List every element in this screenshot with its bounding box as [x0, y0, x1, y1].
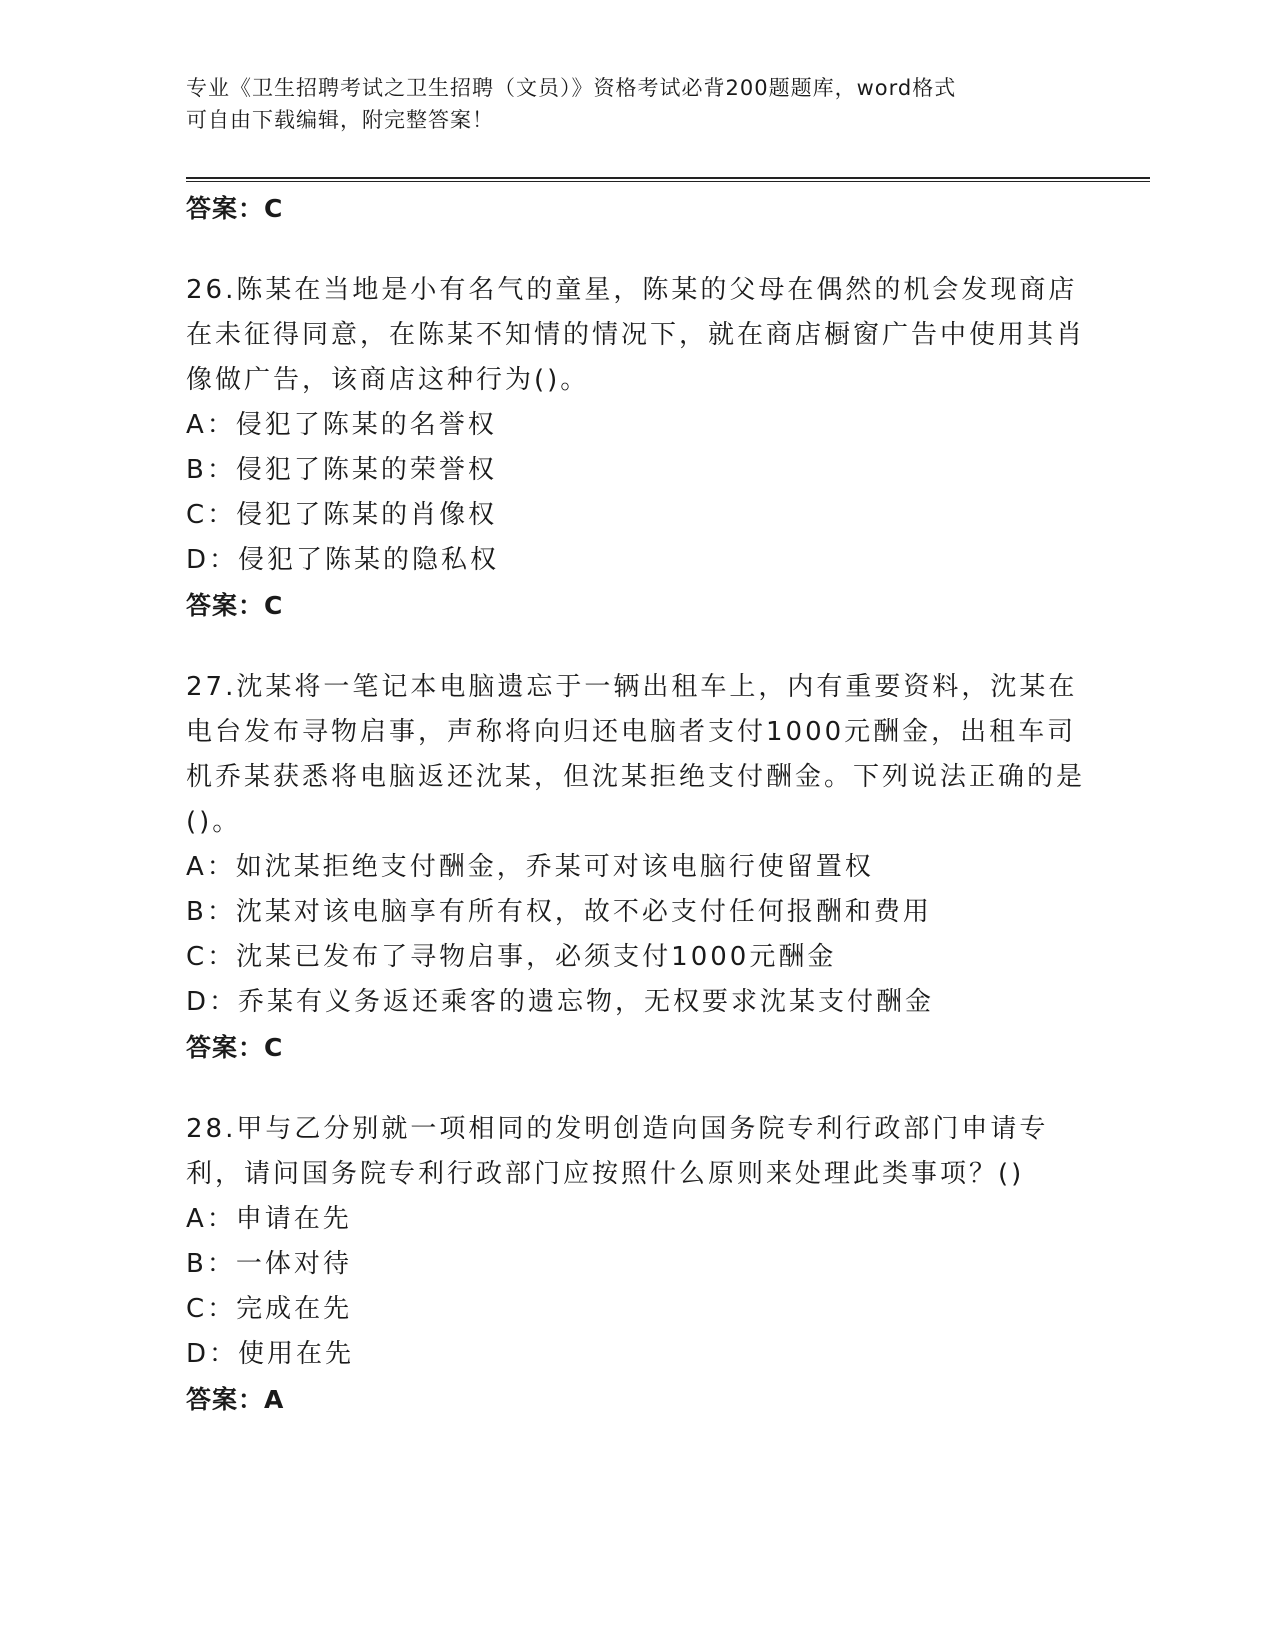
option-c: C：侵犯了陈某的肖像权	[186, 500, 498, 530]
option-d: D：使用在先	[186, 1339, 355, 1369]
option-d: D：乔某有义务返还乘客的遗忘物，无权要求沈某支付酬金	[186, 987, 935, 1017]
page-header	[186, 72, 1066, 136]
option-b: B：侵犯了陈某的荣誉权	[186, 455, 497, 485]
document-body	[186, 186, 1086, 1423]
header-divider	[186, 177, 1150, 182]
option-a: A：申请在先	[186, 1204, 352, 1234]
question-28	[186, 1107, 1086, 1423]
answer: 答案：A	[186, 1385, 285, 1414]
question-stem: 27.沈某将一笔记本电脑遗忘于一辆出租车上，内有重要资料，沈某在电台发布寻物启事，声称将向归还电脑者支付1000元酬金，出租车司机乔某获悉将电脑返还沈某，但沈某拒绝支付酬金。下列说法正确的是()。	[186, 672, 1086, 837]
question-stem: 28.甲与乙分别就一项相同的发明创造向国务院专利行政部门申请专利，请问国务院专利行政部门应按照什么原则来处理此类事项？()	[186, 1114, 1049, 1189]
option-b: B：一体对待	[186, 1249, 352, 1279]
question-26	[186, 268, 1086, 629]
option-c: C：沈某已发布了寻物启事，必须支付1000元酬金	[186, 942, 837, 972]
option-c: C：完成在先	[186, 1294, 353, 1324]
answer: 答案：C	[186, 591, 284, 620]
header-line-2: 可自由下载编辑，附完整答案！	[186, 108, 494, 132]
previous-answer: 答案：C	[186, 194, 284, 223]
answer: 答案：C	[186, 1033, 284, 1062]
option-b: B：沈某对该电脑享有所有权，故不必支付任何报酬和费用	[186, 897, 932, 927]
option-a: A：如沈某拒绝支付酬金，乔某可对该电脑行使留置权	[186, 852, 874, 882]
option-a: A：侵犯了陈某的名誉权	[186, 410, 497, 440]
option-d: D：侵犯了陈某的隐私权	[186, 545, 500, 575]
header-line-1: 专业《卫生招聘考试之卫生招聘（文员）》资格考试必背200题题库，word格式	[186, 76, 957, 100]
question-stem: 26.陈某在当地是小有名气的童星，陈某的父母在偶然的机会发现商店在未征得同意，在陈某不知情的情况下，就在商店橱窗广告中使用其肖像做广告，该商店这种行为()。	[186, 275, 1086, 395]
question-27	[186, 665, 1086, 1071]
